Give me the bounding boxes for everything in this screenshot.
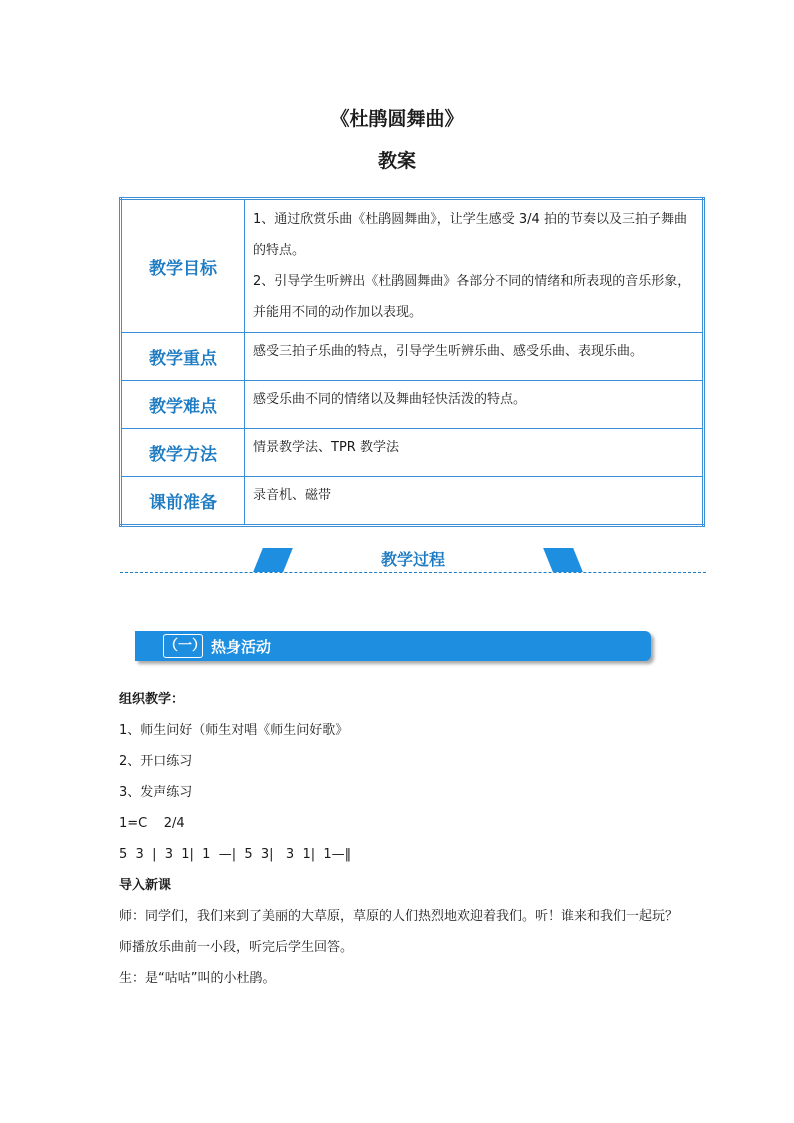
method-content: 情景教学法、TPR 教学法: [245, 429, 704, 477]
document-title: 《杜鹃圆舞曲》: [330, 108, 464, 130]
key-point-row: [121, 333, 704, 381]
step-2: 2、开口练习: [119, 754, 193, 769]
goal-item-2: 2、引导学生听辨出《杜鹃圆舞曲》各部分不同的情绪和所表现的音乐形象，并能用不同的动作加以表现。: [253, 274, 691, 320]
teacher-line-1: 师：同学们，我们来到了美丽的大草原，草原的人们热烈地欢迎着我们。听！谁来和我们一起玩？: [119, 909, 679, 924]
difficulty-content: 感受乐曲不同的情绪以及舞曲轻快活泼的特点。: [245, 381, 704, 429]
step-3: 3、发声练习: [119, 785, 193, 800]
teacher-action: 师播放乐曲前一小段，听完后学生回答。: [119, 940, 354, 955]
org-heading: 组织教学：: [119, 692, 185, 707]
dashed-divider: [120, 572, 706, 573]
section-banner: [135, 631, 651, 661]
key-point-label: 教学重点: [121, 333, 245, 381]
document-subtitle: 教案: [377, 150, 416, 172]
process-title: 教学过程: [380, 550, 445, 569]
section-number: （一）: [163, 634, 203, 658]
student-answer: 生：是“咕咕”叫的小杜鹃。: [119, 971, 276, 986]
lesson-body: [119, 684, 709, 994]
difficulty-row: [121, 381, 704, 429]
step-1: 1、师生问好（师生对唱《师生问好歌》: [119, 723, 349, 738]
method-label: 教学方法: [121, 429, 245, 477]
key-point-content: 感受三拍子乐曲的特点，引导学生听辨乐曲、感受乐曲、表现乐曲。: [245, 333, 704, 381]
banner-cap: [135, 631, 153, 661]
goal-row: [121, 199, 704, 333]
goal-label: 教学目标: [121, 199, 245, 333]
preparation-row: [121, 477, 704, 526]
intro-heading: 导入新课: [119, 878, 172, 893]
preparation-label: 课前准备: [121, 477, 245, 526]
notation-line: 5 3 | 3 1| 1 —| 5 3| 3 1| 1—‖: [119, 847, 352, 862]
key-signature: 1=C 2/4: [119, 816, 185, 831]
difficulty-label: 教学难点: [121, 381, 245, 429]
lesson-plan-table: [119, 197, 705, 527]
preparation-content: 录音机、磁带: [245, 477, 704, 526]
section-title: 热身活动: [211, 638, 272, 656]
goal-content: [245, 199, 704, 333]
goal-item-1: 1、通过欣赏乐曲《杜鹃圆舞曲》，让学生感受 3/4 拍的节奏以及三拍子舞曲的特点。: [253, 212, 687, 258]
method-row: [121, 429, 704, 477]
process-header: [120, 545, 706, 577]
